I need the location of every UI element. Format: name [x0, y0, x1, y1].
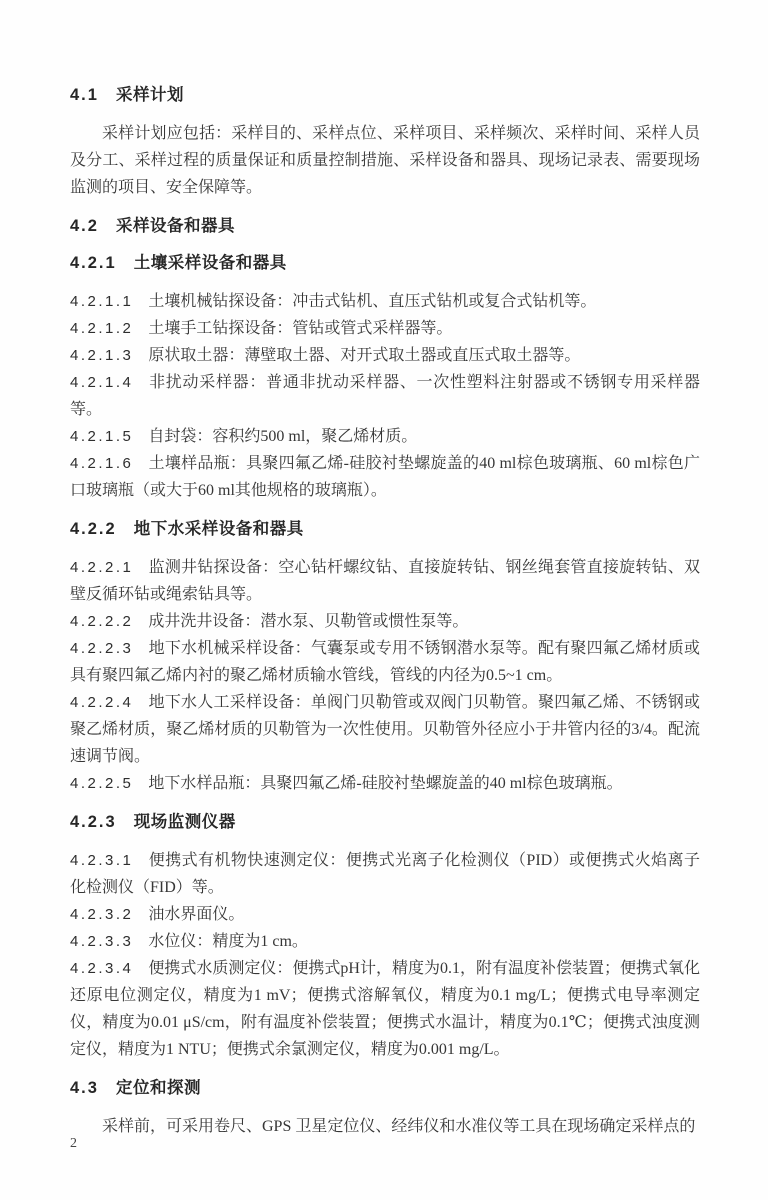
clause-number: 4.2.3.1 [70, 852, 134, 869]
clause [70, 288, 700, 315]
clause-number: 4.2.2.4 [70, 694, 134, 711]
body-text: 成井洗井设备：潜水泵、贝勒管或惯性泵等。 [148, 613, 469, 630]
body-text: 油水界面仪。 [148, 906, 245, 923]
clause [70, 315, 700, 342]
clause-number: 4.2.1.3 [70, 347, 134, 364]
page-number: 2 [70, 1136, 77, 1151]
clause-number: 4.2.1.5 [70, 428, 134, 445]
subsection-heading [70, 810, 700, 834]
clause [70, 928, 700, 955]
clause-number: 4.2.3.2 [70, 906, 134, 923]
body-text: 监测井钻探设备：空心钻杆螺纹钻、直接旋转钻、钢丝绳套管直接旋转钻、双壁反循环钻或绳索钻具等。 [70, 559, 700, 603]
clause-number: 4.2.1.2 [70, 320, 134, 337]
document-body [70, 83, 700, 1140]
body-text: 地下水人工采样设备：单阀门贝勒管或双阀门贝勒管。聚四氟乙烯、不锈钢或聚乙烯材质，聚乙烯材质的贝勒管为一次性使用。贝勒管外径应小于井管内径的3/4。配流速调节阀。 [70, 694, 700, 765]
body-text: 自封袋：容积约500 ml，聚乙烯材质。 [148, 428, 418, 445]
clause-number: 4.2.1 [70, 254, 117, 272]
heading-text: 采样设备和器具 [115, 217, 235, 235]
section-heading [70, 83, 700, 107]
body-text: 土壤手工钻探设备：管钻或管式采样器等。 [148, 320, 453, 337]
subsection-heading [70, 251, 700, 275]
body-text: 便携式水质测定仪：便携式pH计，精度为0.1，附有温度补偿装置；便携式氧化还原电位测定仪，精度为1 mV；便携式溶解氧仪，精度为0.1 mg/L；便携式电导率测定仪，精度为0.01 μS/cm，附有温度补偿装置；便携式水温计，精度为0.1℃；便携式浊度测定仪，精度为1 NTU；便携式余氯测定仪，精度为0.001 mg/L。 [70, 960, 700, 1058]
section-heading [70, 1076, 700, 1100]
paragraph [70, 1113, 700, 1140]
body-text: 土壤机械钻探设备：冲击式钻机、直压式钻机或复合式钻机等。 [148, 293, 597, 310]
clause-number: 4.2.1.4 [70, 374, 134, 391]
heading-text: 地下水采样设备和器具 [133, 520, 304, 538]
heading-text: 定位和探测 [115, 1079, 201, 1097]
clause-number: 4.2.2.5 [70, 775, 134, 792]
body-text: 土壤样品瓶：具聚四氟乙烯-硅胶衬垫螺旋盖的40 ml棕色玻璃瓶、60 ml棕色广口玻璃瓶（或大于60 ml其他规格的玻璃瓶）。 [70, 455, 700, 499]
heading-text: 现场监测仪器 [133, 813, 236, 831]
body-text: 采样前，可采用卷尺、GPS 卫星定位仪、经纬仪和水准仪等工具在现场确定采样点的 [102, 1118, 696, 1135]
clause-number: 4.2.2 [70, 520, 117, 538]
clause [70, 450, 700, 504]
clause [70, 847, 700, 901]
body-text: 采样计划应包括：采样目的、采样点位、采样项目、采样频次、采样时间、采样人员及分工、采样过程的质量保证和质量控制措施、采样设备和器具、现场记录表、需要现场监测的项目、安全保障等。 [70, 125, 700, 196]
body-text: 非扰动采样器：普通非扰动采样器、一次性塑料注射器或不锈钢专用采样器等。 [70, 374, 700, 418]
clause-number: 4.1 [70, 86, 99, 104]
clause [70, 901, 700, 928]
clause [70, 423, 700, 450]
clause-number: 4.2 [70, 217, 99, 235]
body-text: 便携式有机物快速测定仪：便携式光离子化检测仪（PID）或便携式火焰离子化检测仪（FID）等。 [70, 852, 700, 896]
clause [70, 342, 700, 369]
clause [70, 369, 700, 423]
clause-number: 4.2.2.3 [70, 640, 134, 657]
clause-number: 4.2.3 [70, 813, 117, 831]
subsection-heading [70, 517, 700, 541]
clause [70, 770, 700, 797]
body-text: 水位仪：精度为1 cm。 [148, 933, 308, 950]
body-text: 原状取土器：薄壁取土器、对开式取土器或直压式取土器等。 [148, 347, 581, 364]
clause-number: 4.3 [70, 1079, 99, 1097]
section-heading [70, 214, 700, 238]
body-text: 地下水机械采样设备：气囊泵或专用不锈钢潜水泵等。配有聚四氟乙烯材质或具有聚四氟乙烯内衬的聚乙烯材质输水管线，管线的内径为0.5~1 cm。 [70, 640, 700, 684]
clause-number: 4.2.1.6 [70, 455, 134, 472]
clause [70, 635, 700, 689]
clause [70, 955, 700, 1063]
clause-number: 4.2.3.3 [70, 933, 134, 950]
clause-number: 4.2.2.2 [70, 613, 134, 630]
clause [70, 689, 700, 770]
heading-text: 土壤采样设备和器具 [133, 254, 287, 272]
clause-number: 4.2.3.4 [70, 960, 134, 977]
heading-text: 采样计划 [115, 86, 184, 104]
clause [70, 554, 700, 608]
clause-number: 4.2.1.1 [70, 293, 134, 310]
paragraph [70, 120, 700, 201]
clause [70, 608, 700, 635]
body-text: 地下水样品瓶：具聚四氟乙烯-硅胶衬垫螺旋盖的40 ml棕色玻璃瓶。 [148, 775, 623, 792]
clause-number: 4.2.2.1 [70, 559, 134, 576]
